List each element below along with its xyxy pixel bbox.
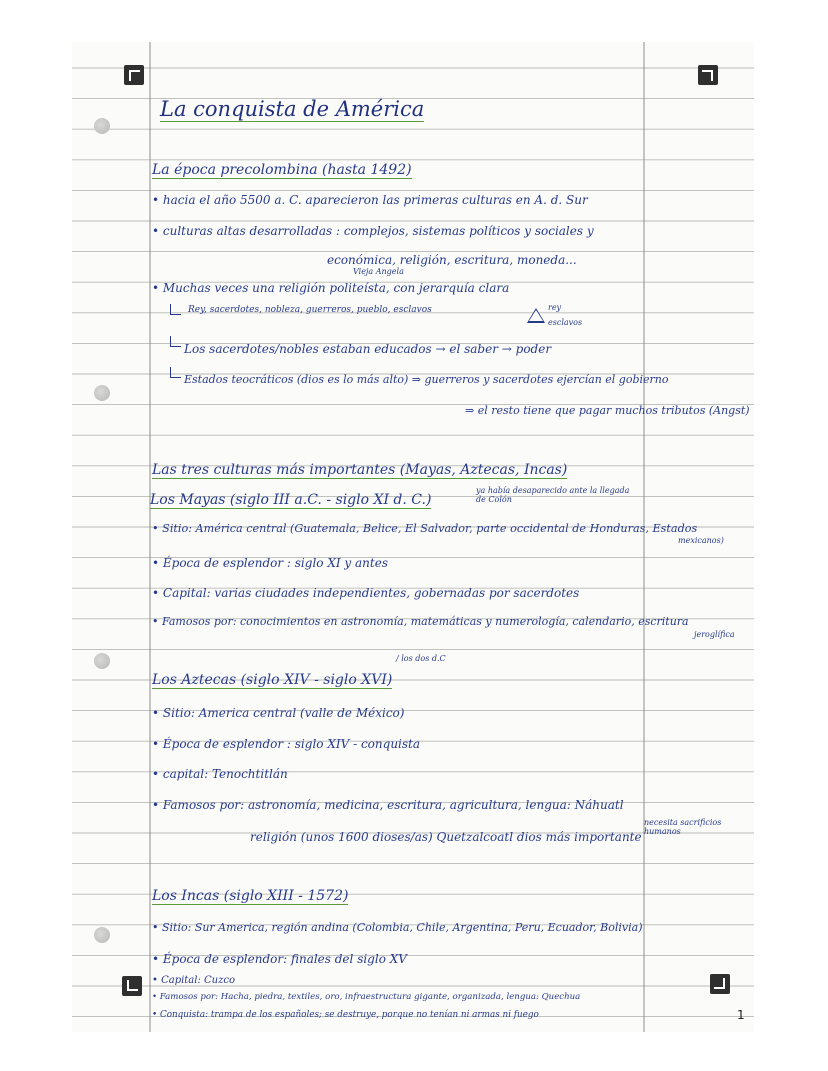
margin-note: Vieja Angela: [353, 267, 404, 276]
note-line: • culturas altas desarrolladas : complejos, sistemas políticos y sociales y: [152, 224, 594, 238]
note-line: Rey, sacerdotes, nobleza, guerreros, pueblo, esclavos: [188, 305, 432, 315]
punch-hole: [94, 385, 110, 401]
margin-note: / los dos d.C: [396, 654, 446, 663]
note-line: • Capital: varias ciudades independientes, gobernadas por sacerdotes: [152, 586, 580, 600]
pyramid-label-bottom: esclavos: [548, 318, 583, 327]
corner-marker-bottom-right: [710, 974, 730, 994]
notebook-page: [72, 42, 754, 1032]
punch-hole: [94, 653, 110, 669]
note-line: Los sacerdotes/nobles estaban educados → el saber → poder: [184, 342, 552, 356]
corner-marker-bottom-left: [122, 976, 142, 996]
arrow-icon: [170, 304, 181, 315]
section-heading-incas: Los Incas (siglo XIII - 1572): [152, 888, 349, 904]
corner-marker-top-right: [698, 65, 718, 85]
note-line: • Sitio: Sur America, región andina (Colombia, Chile, Argentina, Peru, Ecuador, Bolivia): [152, 921, 643, 934]
note-line: • Sitio: América central (Guatemala, Belice, El Salvador, parte occidental de Honduras, Estados: [152, 522, 698, 535]
note-line: ⇒ el resto tiene que pagar muchos tributos (Angst): [465, 404, 750, 417]
section-heading-mayas: Los Mayas (siglo III a.C. - siglo XI d. C.): [150, 492, 432, 508]
note-line: • Época de esplendor: finales del siglo XV: [152, 952, 407, 966]
arrow-icon: [170, 367, 181, 378]
note-line: • Muchas veces una religión politeísta, con jerarquía clara: [152, 281, 510, 295]
margin-note: ya había desaparecido ante la llegada de Colón: [476, 486, 630, 504]
pyramid-icon: [527, 308, 545, 323]
section-heading-precolombina: La época precolombina (hasta 1492): [152, 162, 412, 178]
note-line: económica, religión, escritura, moneda...: [327, 253, 577, 267]
punch-hole: [94, 927, 110, 943]
section-heading-aztecas: Los Aztecas (siglo XIV - siglo XVI): [152, 672, 393, 688]
note-line: • Famosos por: conocimientos en astronomía, matemáticas y numerología, calendario, escritura: [152, 615, 689, 628]
punch-hole: [94, 118, 110, 134]
corner-marker-top-left: [124, 65, 144, 85]
note-line: • hacia el año 5500 a. C. aparecieron las primeras culturas en A. d. Sur: [152, 193, 588, 207]
arrow-icon: [170, 336, 181, 347]
note-line: • Sitio: America central (valle de México): [152, 706, 405, 720]
note-line: • Época de esplendor : siglo XI y antes: [152, 556, 388, 570]
note-line: • Época de esplendor : siglo XIV - conquista: [152, 737, 421, 751]
page-number: 1: [737, 1008, 745, 1022]
note-line: mexicanos): [678, 536, 724, 545]
note-line: • Famosos por: Hacha, piedra, textiles, oro, infraestructura gigante, organizada, lengua: Quechua: [152, 992, 581, 1002]
note-line: • capital: Tenochtitlán: [152, 767, 288, 781]
note-line: • Conquista: trampa de los españoles; se destruye, porque no tenían ni armas ni fuego: [152, 1010, 539, 1020]
page-title: La conquista de América: [160, 97, 425, 121]
note-line: religión (unos 1600 dioses/as) Quetzalcoatl dios más importante: [250, 830, 642, 844]
note-line: • Famosos por: astronomía, medicina, escritura, agricultura, lengua: Náhuatl: [152, 798, 624, 812]
note-line: jeroglífica: [694, 630, 735, 639]
margin-note: necesita sacrificios humanos: [644, 818, 722, 836]
section-heading-tres-culturas: Las tres culturas más importantes (Mayas, Aztecas, Incas): [152, 462, 568, 478]
note-line: • Capital: Cuzco: [152, 975, 235, 986]
ruled-lines: [72, 42, 754, 1032]
note-line: Estados teocráticos (dios es lo más alto) ⇒ guerreros y sacerdotes ejercían el gobierno: [184, 373, 669, 386]
pyramid-label-top: rey: [548, 303, 562, 312]
